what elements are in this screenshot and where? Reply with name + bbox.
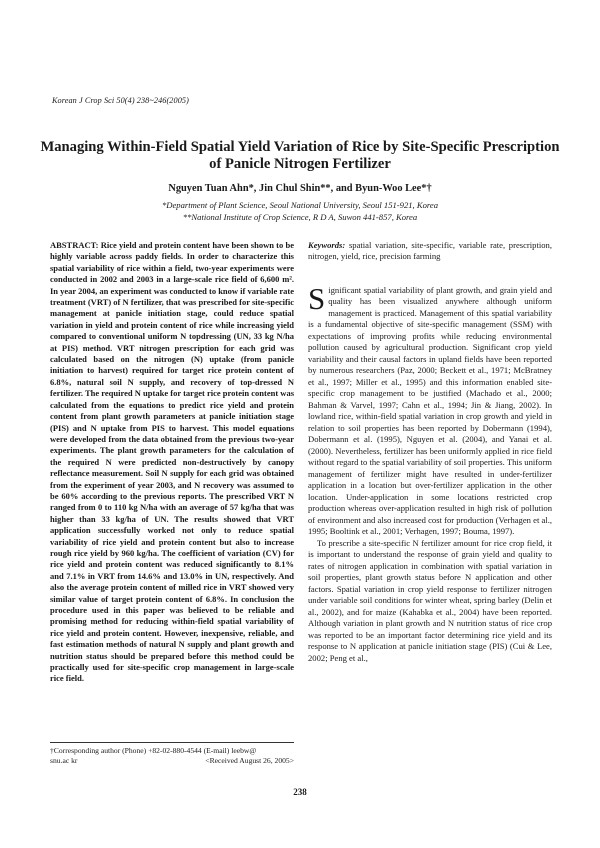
author-list: Nguyen Tuan Ahn*, Jin Chul Shin**, and Byun-Woo Lee*† [168,183,432,194]
intro-paragraph-1-text: ignificant spatial variability of plant growth, and grain yield and quality has been visualized anywhere although uniform management is practiced. Management of this spatial variability is a fundamental objective of site-specific management (SSM) with expectations of improving profits while reducing environmental pollution caused by agricultural production. Significant crop yield variability and their causal factors in upland fields have been reported by numerous researchers (Paz, 2000; Beckett et al., 1971; McBratney et al., 1997; Miller et al., 1995) and this information enabled site-specific crop management to be justified (Machado et al., 2000; Bahman & Varvel, 1997; Cahn et al., 1994; Jin & Jiang, 2002). In lowland rice, within-field spatial variation in crop growth and yield in relation to soil properties has been reported by Dobermann (1994), Dobermann et al. (1995), Nguyen et al. (2004), and Yanai et al. (2000). Nevertheless, fertilizer has been uniformly applied in rice field without regard to the spatial variability of soil properties. This uniform management of fertilizer might have resulted in under-fertilizer application in a location but over-fertilizer application in the other location. Under-application in some locations restricted crop production whereas over-application resulted in high risk of pollution of environment and also increased cost for production (Verhagen et al., 1995; Booltink et al., 2001; Verhagen, 1997; Bouma, 1997). [308,284,552,537]
footnote-line-1: †Corresponding author (Phone) +82-02-880-4544 (E-mail) leebw@ [50,746,257,755]
affiliation-2: **National Institute of Crop Science, R D A, Suwon 441-857, Korea [182,212,418,222]
footnote-line-2 [50,756,294,766]
left-column [50,240,294,685]
footnote-email-tail: snu.ac kr [50,756,78,765]
affiliation-1: *Department of Plant Science, Seoul National University, Seoul 151-921, Korea [161,200,439,210]
keywords [308,240,552,263]
keywords-label: Keywords: [308,240,346,250]
drop-cap: S [308,280,326,316]
abstract-text: ABSTRACT: Rice yield and protein content have been shown to be highly variable across paddy fields. In order to characterize this spatial variability of rice within a field, two-year experiments were conducted in 2002 and 2003 in a large-scale rice field of 6,600 m². In year 2004, an experiment was conducted to know if variable rate treatment (VRT) of N fertilizer, that was prescribed for site-specific management at panicle initiation stage, could reduce spatial variation in yield and protein content of rice while increasing yield compared to conventional uniform N topdressing (UN, 33 kg N/ha at PIS) method. VRT nitrogen prescription for each grid was calculated based on the nitrogen (N) uptake (from panicle initiation to harvest) required for target rice protein content of 6.8%, natural soil N supply, and recovery of top-dressed N fertilizer. The required N uptake for target rice protein content was calculated from the equations to predict rice yield and protein content from plant growth parameters at panicle initiation stage (PIS) and N uptake from PIS to harvest. This model equations were developed from the data obtained from the previous two-year experiments. The plant growth parameters for the calculation of the required N were predicted non-destructively by canopy reflectance measurement. Soil N supply for each grid was obtained from the experiment of year 2003, and N recovery was assumed to be 60% according to the previous reports. The prescribed VRT N ranged from 0 to 110 kg N/ha with an average of 57 kg/ha that was higher than 33 kg/ha of UN. The results showed that VRT application successfully worked not only to reduce spatial variability of rice yield and protein content but also to increase rough rice yield by 960 kg/ha. The coefficient of variation (CV) for rice yield and protein content was reduced significantly to 8.1% and 7.1% in VRT from 14.6% and 13.0% in UN, respectively. And also the average protein content of milled rice in VRT showed very similar value of target protein content of 6.8%. In conclusion the procedure used in this paper was believed to be reliable and promising method for reducing within-field spatial variability of rice yield and protein content. However, inexpensive, reliable, and fast estimation methods of natural N supply and plant growth and nutrition status should be prepared before this method could be practically used for site-specific crop management in large-scale rice field. [50,240,294,684]
page-number: 238 [293,787,307,797]
journal-citation: Korean J Crop Sci 50(4) 238~246(2005) [52,96,189,105]
intro-paragraph-1 [308,280,552,538]
right-column [308,240,552,664]
paper-title: Managing Within-Field Spatial Yield Variation of Rice by Site-Specific Prescription of Panicle Nitrogen Fertilizer [40,139,560,172]
intro-paragraph-2: To prescribe a site-specific N fertilizer amount for rice crop field, it is important to understand the response of grain yield and quality to rates of nitrogen application in combination with spatial variation in soil properties, plant growth status before N application and other factors. Spatial variation in crop yield response to fertilizer nitrogen under variable soil conditions for winter wheat, spring barley (Delin et al., 2002), and for maize (Kahabka et al., 2004) have been reported. Although variation in plant growth and N nutrition status of rice crop was reported to be an important factor determining rice yield and its response to N application at panicle initiation stage (PIS) (Cui & Lee, 2002; Peng et al., [308,537,552,663]
received-date: <Received August 26, 2005> [205,756,294,765]
corresponding-author-footnote [50,742,294,766]
keywords-text: spatial variation, site-specific, variable rate, prescription, nitrogen, yield, rice, precision farming [308,240,552,262]
introduction-body [308,280,552,665]
